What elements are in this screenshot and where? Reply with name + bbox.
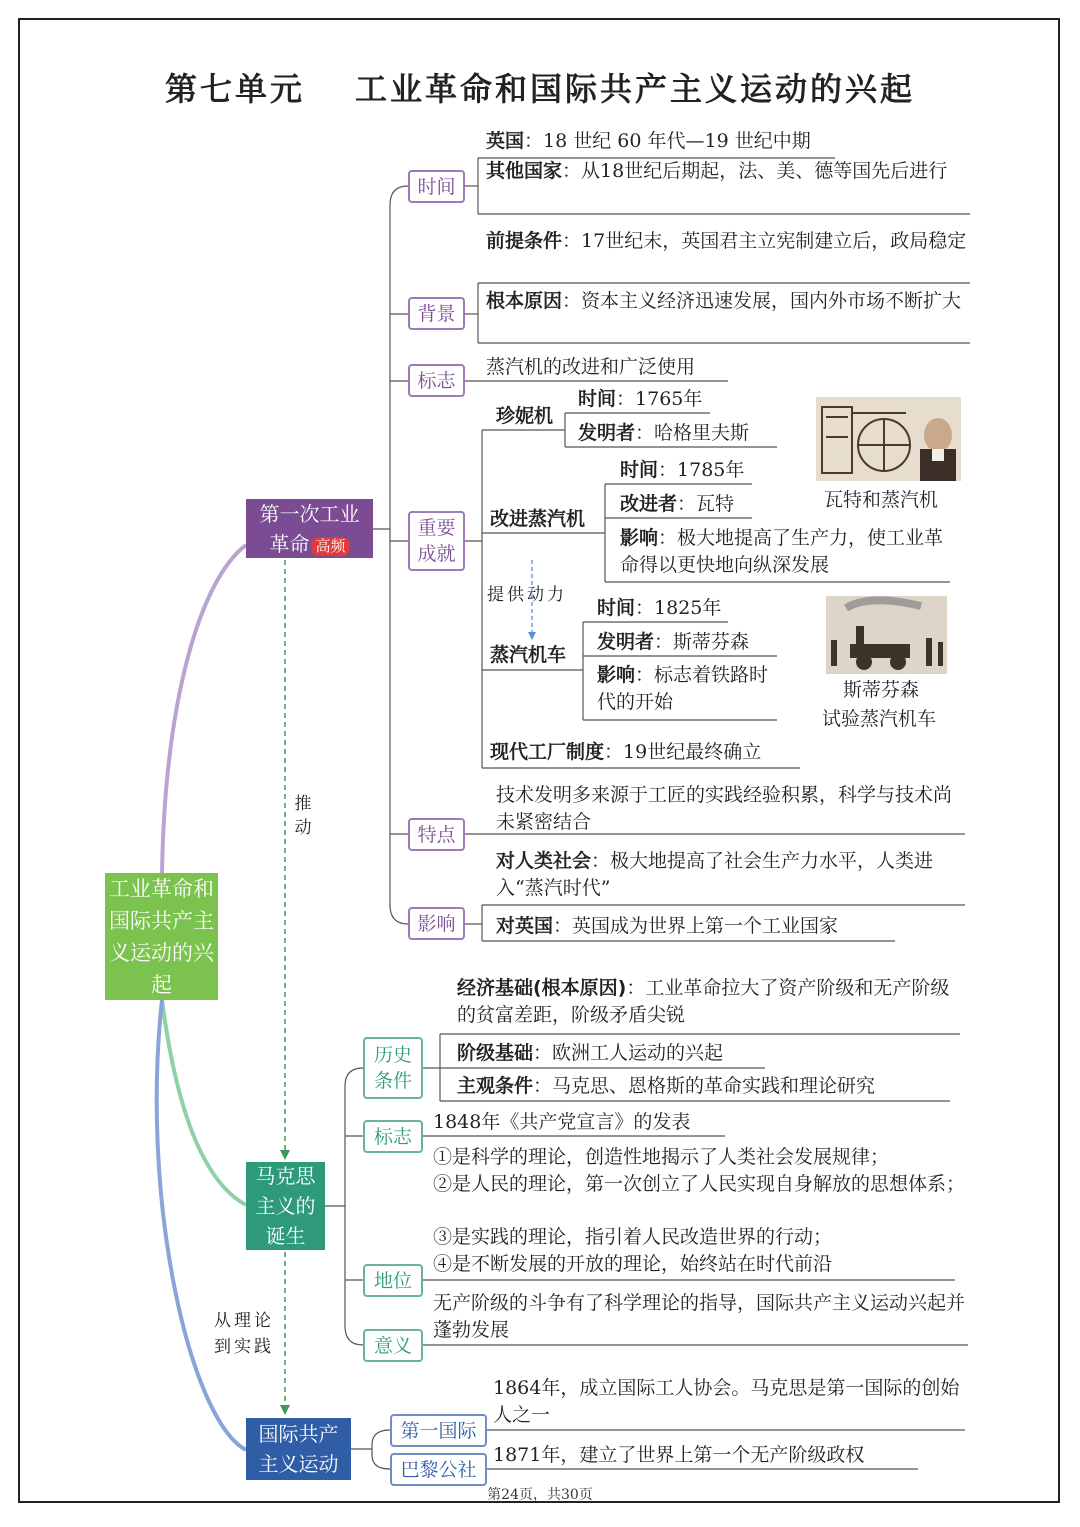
- status-item-2: ②是人民的理论，第一次创立了人民实现自身解放的思想体系；: [433, 1173, 966, 1195]
- loco-inventor: 发明者：斯蒂芬森: [597, 631, 750, 653]
- tag-background: 背景: [408, 297, 465, 330]
- time-uk: 英国：18 世纪 60 年代—19 世纪中期: [486, 130, 811, 152]
- jenny-time: 时间：1765年: [578, 388, 703, 410]
- steam-improver: 改进者：瓦特: [620, 493, 735, 515]
- tag-historical-conditions: 历史条件: [363, 1037, 423, 1099]
- tag-paris-commune: 巴黎公社: [390, 1453, 487, 1486]
- meaning-text: 无产阶级的斗争有了科学理论的指导，国际共产主义运动兴起并蓬勃发展: [433, 1292, 966, 1341]
- influence-britain: 对英国：英国成为世界上第一个工业国家: [496, 915, 839, 937]
- caption-watt: 瓦特和蒸汽机: [824, 489, 939, 511]
- paris-commune-text: 1871年，建立了世界上第一个无产阶级政权: [493, 1444, 865, 1466]
- page-title: 第七单元 工业革命和国际共产主义运动的兴起: [164, 70, 916, 108]
- class-basis: 阶级基础：欧洲工人运动的兴起: [457, 1042, 724, 1064]
- first-international-text: 1864年，成立国际工人协会。马克思是第一国际的创始人之一: [493, 1377, 960, 1426]
- loco-effect: 影响：标志着铁路时代的开始: [597, 664, 769, 713]
- loco-time: 时间：1825年: [597, 597, 722, 619]
- provide-power-label: 提供动力: [487, 585, 567, 605]
- subjective-condition: 主观条件：马克思、恩格斯的革命实践和理论研究: [457, 1075, 876, 1097]
- branch-international-communist-movement: 国际共产主义运动: [246, 1418, 351, 1480]
- tag-time: 时间: [408, 170, 465, 203]
- marxism-sign-text: 1848年《共产党宣言》的发表: [433, 1111, 691, 1133]
- tag-sign: 标志: [408, 364, 465, 397]
- economic-basis: 经济基础(根本原因)：工业革命拉大了资产阶级和无产阶级的贫富差距，阶级矛盾尖锐: [457, 977, 950, 1026]
- steam-engine-name: 改进蒸汽机: [490, 508, 586, 530]
- tag-feature: 特点: [408, 818, 465, 851]
- watt-steam-engine-image: [816, 397, 961, 481]
- modern-factory: 现代工厂制度：19世纪最终确立: [490, 741, 762, 763]
- influence-society: 对人类社会：极大地提高了社会生产力水平，人类进入“蒸汽时代”: [496, 850, 934, 899]
- stephenson-locomotive-image: [826, 596, 947, 674]
- sign-text: 蒸汽机的改进和广泛使用: [486, 356, 696, 378]
- status-item-3: ③是实践的理论，指引着人民改造世界的行动；: [433, 1226, 833, 1248]
- branch-first-industrial-revolution: 第一次工业革命 高频: [246, 499, 373, 558]
- status-item-1: ①是科学的理论，创造性地揭示了人类社会发展规律；: [433, 1146, 890, 1168]
- push-label: 推动: [294, 794, 312, 838]
- tag-meaning: 意义: [363, 1329, 423, 1362]
- tag-achievements: 重要成就: [408, 511, 465, 571]
- caption-test-locomotive: 试验蒸汽机车: [822, 708, 937, 730]
- tag-influence: 影响: [408, 907, 465, 940]
- feature-text: 技术发明多来源于工匠的实践经验积累，科学与技术尚未紧密结合: [496, 784, 953, 833]
- status-item-4: ④是不断发展的开放的理论，始终站在时代前沿: [433, 1253, 833, 1275]
- branch-marxism-birth: 马克思主义的诞生: [246, 1162, 325, 1250]
- steam-time: 时间：1785年: [620, 459, 745, 481]
- background-root-cause: 根本原因：资本主义经济迅速发展，国内外市场不断扩大: [486, 290, 962, 312]
- background-premise: 前提条件：17世纪末，英国君主立宪制建立后，政局稳定: [486, 230, 967, 252]
- tag-marxism-sign: 标志: [363, 1120, 423, 1153]
- tag-first-international: 第一国际: [390, 1414, 487, 1447]
- time-other: 其他国家：从18世纪后期起，法、美、德等国先后进行: [486, 160, 948, 182]
- locomotive-name: 蒸汽机车: [490, 644, 567, 666]
- jenny-name: 珍妮机: [496, 405, 554, 427]
- steam-effect: 影响：极大地提高了生产力，使工业革命得以更快地向纵深发展: [620, 527, 944, 576]
- caption-stephenson: 斯蒂芬森: [843, 679, 920, 701]
- theory-to-practice-label: 从理论到实践: [214, 1311, 274, 1357]
- high-frequency-badge: 高频: [311, 537, 349, 556]
- page-number: 第24页，共30页: [487, 1487, 593, 1503]
- jenny-inventor: 发明者：哈格里夫斯: [578, 422, 750, 444]
- tag-status: 地位: [363, 1264, 423, 1297]
- root-node: 工业革命和国际共产主义运动的兴起: [105, 873, 218, 1000]
